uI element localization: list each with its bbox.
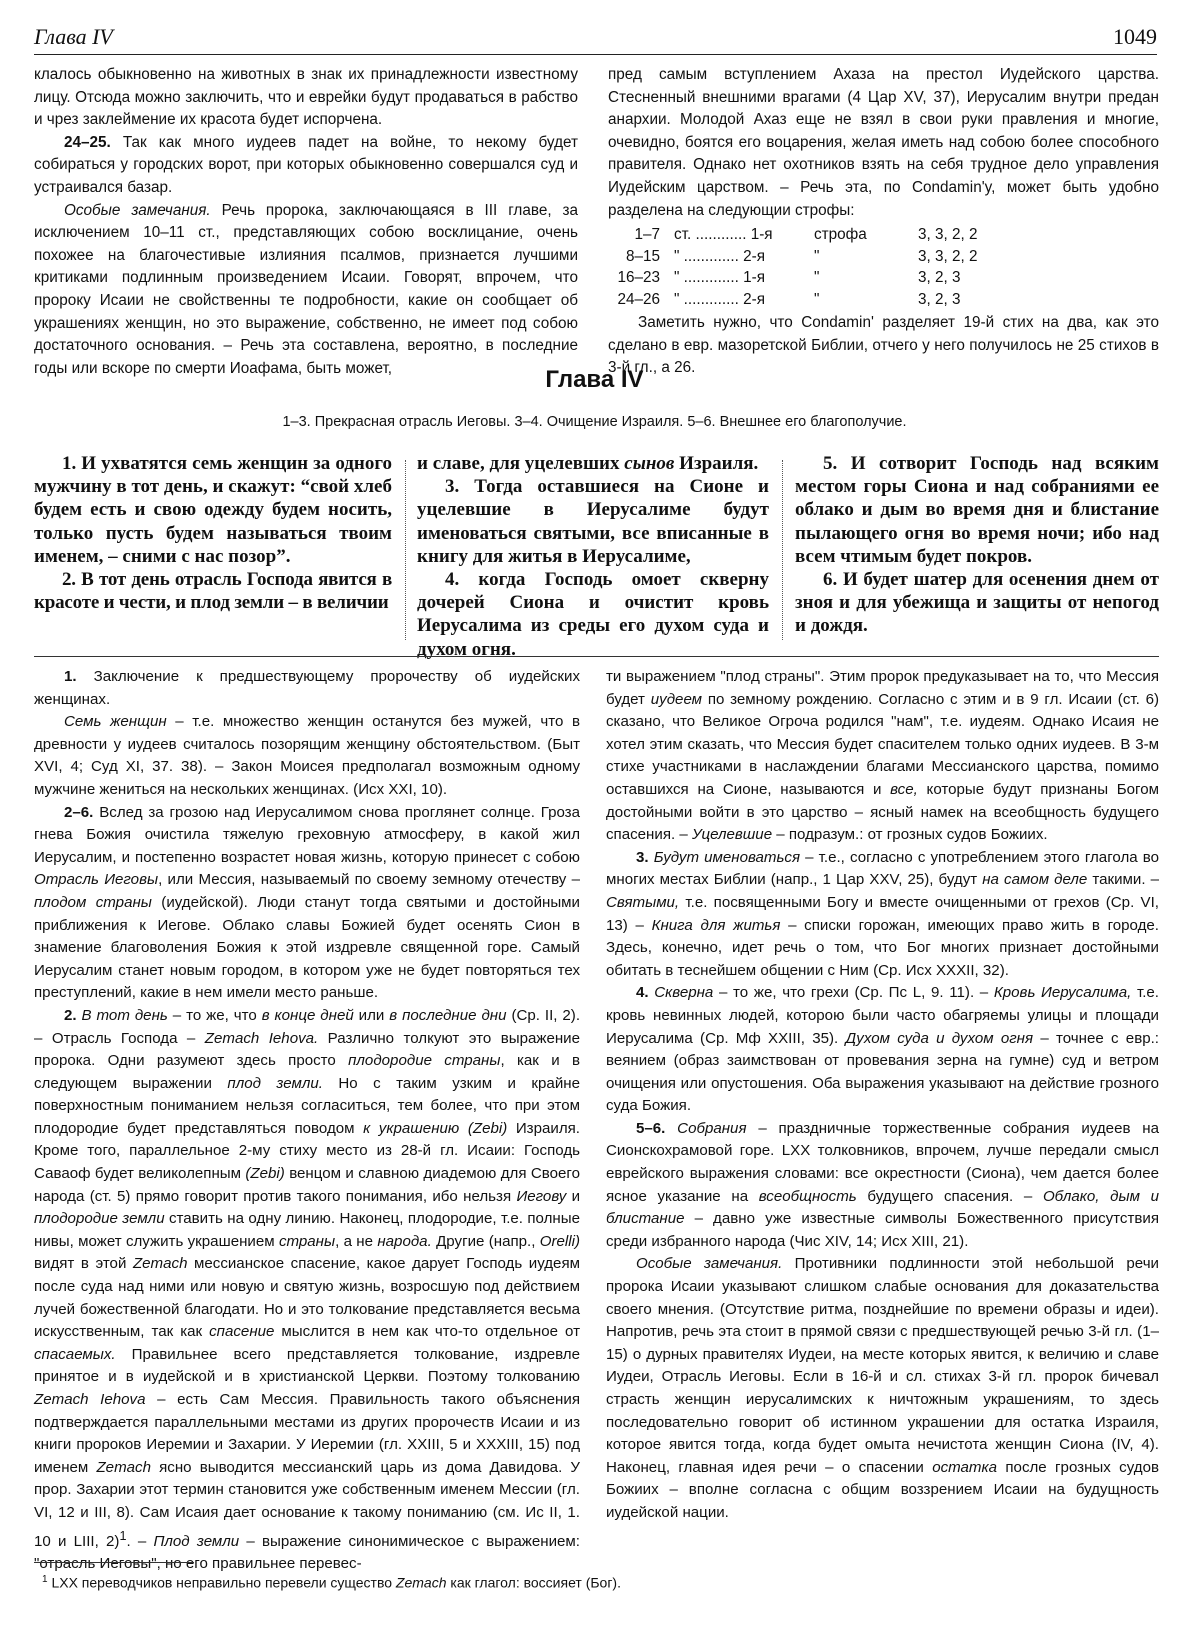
italic-term: на самом деле [982,871,1088,889]
bible-text: Израиля. [674,453,759,474]
paragraph-text: – т.е., согласно с употреблением этого глагола во многих местах Библии (напр., 1 Цар XXV, 25), будут [606,848,1159,889]
paragraph-text: или [353,1006,390,1024]
bible-verse: 1. И ухватятся семь женщин за одного мужчину в тот день, и скажут: “свой хлеб будем есть и свою одежду будем носить, только пусть будем называться твоим именем, – сними с нас позор”. [34,453,392,567]
italic-term: все, [890,780,918,798]
paragraph-text: Различно толкуют это выражение пророка. Одни разумеют здесь просто [34,1029,581,1070]
paragraph-text: , а не [335,1232,378,1250]
strophe-kind: " ............. 2-я [674,290,766,308]
italic-term: Zemach Iehova. [204,1029,319,1047]
footnote [34,1570,1134,1593]
italic-term: спасаемых. [34,1345,116,1363]
paragraph-text: Другие (напр., [431,1232,540,1250]
bible-verse [417,452,769,475]
paragraph-text: (Ср. II, 2). – Отрасль Господа – [34,1006,581,1047]
paragraph-text: Но с таким узким и крайне поверхностным пониманием нельзя согласиться, тем более, что при этом плодородие будет представляться поводом [34,1074,580,1137]
italic-term: сынов [624,453,675,474]
chapter-title: Глава IV [545,366,644,393]
italic-term: Святыми, [606,893,680,911]
bible-verse: 3. Тогда оставшиеся на Сионе и уцелевшие в Иерусалиме будут именоваться святыми, все вписанные в книгу для житья в Иерусалиме, [417,476,769,567]
italic-term: (Zebi) [245,1165,285,1183]
paragraph-text: – точнее с евр.: веянием (образ заимствован от провевания зерна на гумне) суд и ветром очищения или опустошения. Оба выражения указывают на действие грозного суда Божия. [606,1029,1159,1115]
page-number: 1049 [1113,24,1157,49]
italic-term: Zemach [132,1255,188,1273]
strophe-word: " [814,290,820,308]
paragraph-text: будущего спасения. – [856,1187,1043,1205]
strophe-range: 24–26 [617,290,660,308]
paragraph-text: после грозных судов Божиих – вполне согласна с общим воззрением Исаии на будущность иудейской нации. [606,1458,1159,1521]
top-left-column [34,64,578,380]
commentary-left-column [34,666,580,1576]
paragraph [34,1005,580,1576]
footnote-text: LXX переводчиков неправильно перевели существо [47,1574,396,1591]
footnote-text: как глагол: воссияет (Бог). [446,1574,621,1591]
italic-term: Zemach Iehova [34,1391,146,1408]
paragraph [606,847,1159,983]
verse-number: 2–6. [64,803,94,821]
running-header-title: Глава IV [34,24,113,49]
verse-number: 2. [64,1006,77,1024]
bible-text-column-2 [417,452,769,661]
paragraph-text: венцом и славною диадемою для Своего народа (ст. 5) прямо говорит против такого понимания, ибо нельзя [34,1165,580,1205]
paragraph-text: – праздничные торжественные собрания иудеев на Сионскохрамовой горе. LXX толковников, впрочем, лучше передали смысл еврейского выражения словами: все окрестности (Сиона), чем дается более ясное указание на [606,1119,1160,1205]
italic-term: плодородие страны [348,1052,501,1070]
paragraph-text: – то же, что грехи (Ср. Пс L, 9. 11). – [713,984,994,1002]
strophe-range: 16–23 [617,269,660,287]
paragraph [34,711,580,801]
footnote-reference[interactable]: 1 [119,1528,127,1543]
verse-number: 24–25. [64,133,111,151]
italic-term: Иегову [516,1187,567,1205]
paragraph-text: ставить на одну линию. Наконец, плодородие, т.е. полные нивы, может служить украшением [34,1210,580,1250]
italic-term: Будут именоваться [648,848,801,866]
italic-term: народа. [377,1232,432,1250]
strophe-table [608,224,978,310]
paragraph-text: – есть Сам Мессия. Правильность такого объяснения подтверждается параллельными местами из других пророчеств Исаии и из книги пророков Иеремии и Захарии. У Иеремии (гл. XXIII, 5 и XXXIII, 15) под именем [34,1391,580,1476]
paragraph-text: мессианское спасение, какое дарует Господь иудеям после суда над ними или новую и святую жизнь, возросшую под действием лучей божественной благодати. Но и это толкование представляется весьма искусственным, так как [34,1255,581,1341]
paragraph-text: видят в этой [34,1255,133,1273]
italic-term: Плод земли [153,1532,240,1550]
paragraph [606,1118,1159,1254]
paragraph-text: . – [126,1532,154,1550]
italic-term: Собрания [665,1119,747,1137]
column-divider [405,460,406,640]
paragraph-text: ясно выводится мессианский царь из дома Давидова. У прор. Захарии этот термин становится уже собственным именем Мессии (гл. VI, 12 и III, 8). Сам Исаия дает основание к такому пониманию (см. Ис II, 1. 10 и LIII, 2) [34,1458,580,1550]
column-divider [782,460,783,640]
strophe-word: строфа [814,226,867,244]
paragraph-text: Заключение к предшествующему пророчеству об иудейских женщинах. [34,668,580,708]
paragraph-text: по земному рождению. Согласно с этим и в 9 гл. Исаии (ст. 6) сказано, что Великое Огроча родился "нам", т.е. иудеям. Однако Исаия не хотел этим сказать, что Мессия будет спасителем только одних иудеев. В 3-м стихе участниками в наслаждении благами Мессианского царства, помимо оставшихся на Сионе, называются и [606,690,1160,798]
paragraph-text: – подразум.: от грозных судов Божиих. [772,826,1048,844]
strophe-word: " [814,247,820,265]
paragraph-text: и [566,1187,580,1205]
footnote-mark: 1 [42,1574,48,1585]
italic-term: Книга для житья [651,916,781,934]
strophe-kind: " ............. 2-я [674,247,766,265]
paragraph-text: – давно уже известные символы Божественного присутствия среди избранного народа (Чис XIV, 14; Исх XIII, 21). [606,1210,1159,1250]
strophe-row [608,289,978,311]
paragraph-text: Так как много иудеев падет на войне, то некому будет собираться у городских ворот, при которых обыкновенно совершался суд и устраивался базар. [34,133,578,196]
italic-term: Orelli) [539,1232,580,1250]
paragraph: пред самым вступлением Ахаза на престол Иудейского царства. Стесненный внешними врагами (4 Цар XV, 37), Иерусалим внутри предан анархии. Молодой Ахаз еще не взял в свои руки правления и многие, очевидно, боятся его воцарения, желая иметь над собою более способного правителя. Однако нет охотников взять на себя трудное дело управления Иудейским царством. – Речь эта, по Condamin'y, может быть удобно разделена на следующии строфы: [608,66,1159,219]
strophe-scheme: 3, 3, 2, 2 [918,247,978,265]
bible-verse: 6. И будет шатер для осенения днем от зноя и для убежища и защиты от непогод и дождя. [795,569,1159,637]
paragraph-text: Правильнее всего представляется толкование, издревле принятое и в иудейской и в христианской Церкви. Поэтому толкованию [34,1345,580,1386]
verse-number: 3. [636,848,649,866]
italic-term: Уцелевшие [691,826,773,844]
paragraph [34,132,578,200]
italic-term: Zemach [395,1574,447,1591]
paragraph-text: такими. – [1087,871,1159,889]
verse-number: 1. [64,668,77,685]
paragraph-text: – то же, что [167,1006,262,1024]
paragraph-text: – выражение синонимическое с выражением: "отрасль Иеговы", но его правильнее перевес- [34,1532,581,1573]
italic-term: плодом страны [34,893,152,911]
strophe-row [608,224,978,246]
italic-term: Отрасль Иеговы [34,871,159,889]
strophe-word: " [814,269,820,287]
strophe-range: 8–15 [625,247,660,265]
paragraph-text: т.е. кровь невинных людей, которою были часто обагряемы улицы и площади Иерусалима (Ср. Мф XXIII, 35). [606,984,1159,1047]
italic-term: иудеем [650,690,703,708]
strophe-scheme: 3, 2, 3 [918,290,961,308]
chapter-summary: 1–3. Прекрасная отрасль Иеговы. 3–4. Очищение Израиля. 5–6. Внешнее его благополучие. [282,414,907,430]
italic-term: остатка [932,1458,998,1476]
paragraph-text: Вслед за грозою над Иерусалимом снова проглянет солнце. Гроза гнева Божия очистила тяжелую греховную атмосферу, в какой жил Иерусалим, и постепенно возрастет новая жизнь, которую принесет с собою [34,803,580,866]
paragraph [606,666,1159,847]
italic-term: плодородие земли [34,1210,165,1228]
paragraph [34,666,580,711]
paragraph-text: (иудейской). Люди станут тогда святыми и достойными приближения к Иегове. Облако славы Божией будет осенять Сион в знамение благоволения Божия к этой издревле священной горе. Самый Иерусалим станет новым городом, в котором уже не будет повторяться тех преступлений, какие в нем имели место раньше. [34,893,580,1002]
paragraph [34,802,580,1005]
italic-term: Особые замечания. [636,1255,783,1273]
italic-term: в последние дни [389,1006,507,1024]
paragraph-text: , как и в следующем выражении [34,1052,580,1092]
italic-term: в конце дней [261,1006,354,1024]
bible-text-column-1 [34,452,392,614]
top-right-column [608,64,1159,380]
strophe-kind: " ............. 1-я [674,269,766,287]
verse-number: 5–6. [636,1119,666,1137]
bible-text: и славе, для уцелевших [417,453,625,474]
strophe-kind: ст. ............ 1-я [674,226,773,244]
verse-number: 4. [636,984,649,1002]
italic-term: Духом суда и духом огня [845,1029,1034,1047]
paragraph: Заметить нужно, что Condamin' разделяет 19-й стих на два, как это сделано в евр. мазоретской Библии, отчего у него получилось не 25 стихов в 3-й гл., а 26. [608,314,1159,377]
paragraph-text: – т.е. множество женщин останутся без мужей, что в древности у иудеев считалось позорящим женщину обстоятельством. (Быт XVI, 4; Суд XI, 37. 38). – Закон Моисея предполагал возможным одному мужчине жениться на нескольких женщинах. (Исх XXI, 10). [34,713,580,798]
paragraph [606,982,1159,1118]
italic-term: спасение [209,1323,275,1341]
paragraph-text: , или Мессия, называемый по своему земному отечеству – [158,871,581,889]
paragraph-text: Израиля. Кроме того, параллельное 2-му стиху место из 28-й гл. Исаии: Господь Саваоф будет великолепным [34,1119,580,1183]
italic-term: Семь женщин [64,713,167,731]
paragraph-text: Речь пророка, заключающаяся в III главе, за исключением 10–11 ст., представляющих собою восклицание, очень похожее на благочестивые излияния псалмов, признается лучшими критиками подлинным произведением Исаии. Говорят, впрочем, что пророку Исаии не свойственны те подробности, какие он сообщает об украшениях женщин, но это выражение, собственно, не имеет под собою достаточного основания. – Речь эта составлена, вероятно, в последние годы или вскоре по смерти Иоафама, быть может, [34,201,578,377]
paragraph [606,1253,1159,1524]
italic-term: Кровь Иерусалима, [993,984,1132,1002]
strophe-row [608,267,978,289]
paragraph-text: – списки горожан, имеющих право жить в городе. Здесь, конечно, идет речь о том, что Бог многих признает достойными обитать в теснейшем общении с Ним (Ср. Исх XXXII, 32). [606,916,1159,979]
italic-term: к украшению (Zebi) [363,1119,508,1137]
paragraph-text: которые будут признаны Богом достойными войти в это царство – ясный намек на всеобщность будущего спасения. – [606,780,1159,844]
paragraph-text: т.е. посвященными Богу и вместе очищенными от грехов (Ср. VI, 13) – [606,893,1159,934]
bible-verse: 5. И сотворит Господь над всяким местом горы Сиона и над собраниями ее облако и дым во время дня и блистание пылающего огня во время ночи; ибо над всем чтимым будет покров. [795,453,1159,567]
strophe-row [608,246,978,268]
bible-verse: 4. когда Господь омоет скверну дочерей Сиона и очистит кровь Иерусалима из среды его духом суда и духом огня. [417,569,769,660]
section-divider [34,656,1159,657]
paragraph-text: мыслится в нем как что-то отдельное от [274,1323,580,1341]
italic-term: В тот день [76,1006,168,1024]
italic-term: плод земли. [227,1074,323,1092]
strophe-scheme: 3, 2, 3 [918,269,961,287]
bible-text-column-3 [795,452,1159,638]
italic-term: Zemach [96,1458,151,1476]
paragraph [34,200,578,381]
bible-verse: 2. В тот день отрасль Господа явится в красоте и чести, и плод земли – в величии [34,569,392,614]
italic-term: всеобщность [758,1187,857,1205]
paragraph-text: Противники подлинности этой небольшой речи пророка Исаии указывают слишком слабые основания для доказательства своего мнения. (Отсутствие ритма, позднейшие по времени образы и идеи). Напротив, речь эта стоит в прямой связи с предшествующей речью 3-й гл. (1–15) о дурных правителях Иудеи, на месте которых явится, к величию и славе Иудеи, Отрасль Иеговы. Если в 16-й и сл. стихах 3-й гл. пророк бичевал страсть женщин иерусалимских к ничтожным украшениям, то здесь последовательно говорит об истинном украшении для остатка Израиля, которое явится тогда, когда будет омыта нечистота женщин Сиона (IV, 4). Наконец, главная идея речи – о спасении [606,1255,1159,1476]
commentary-right-column [606,666,1159,1525]
italic-term: Скверна [648,984,714,1002]
paragraph: клалось обыкновенно на животных в знак их принадлежности известному лицу. Отсюда можно заключить, что и еврейки будут продаваться в рабство и чрез заклеймение их красота будет испорчена. [34,66,578,129]
strophe-scheme: 3, 3, 2, 2 [918,226,978,244]
italic-term: страны [278,1232,336,1250]
italic-term: Особые замечания. [64,201,211,219]
paragraph-text: ти выражением "плод страны". Этим пророк предуказывает на то, что Мессия будет [606,668,1159,708]
italic-term: Облако, дым и блистание [606,1187,1159,1228]
footnote-rule [34,1562,194,1563]
strophe-range: 1–7 [634,226,660,244]
running-header [34,20,1157,55]
